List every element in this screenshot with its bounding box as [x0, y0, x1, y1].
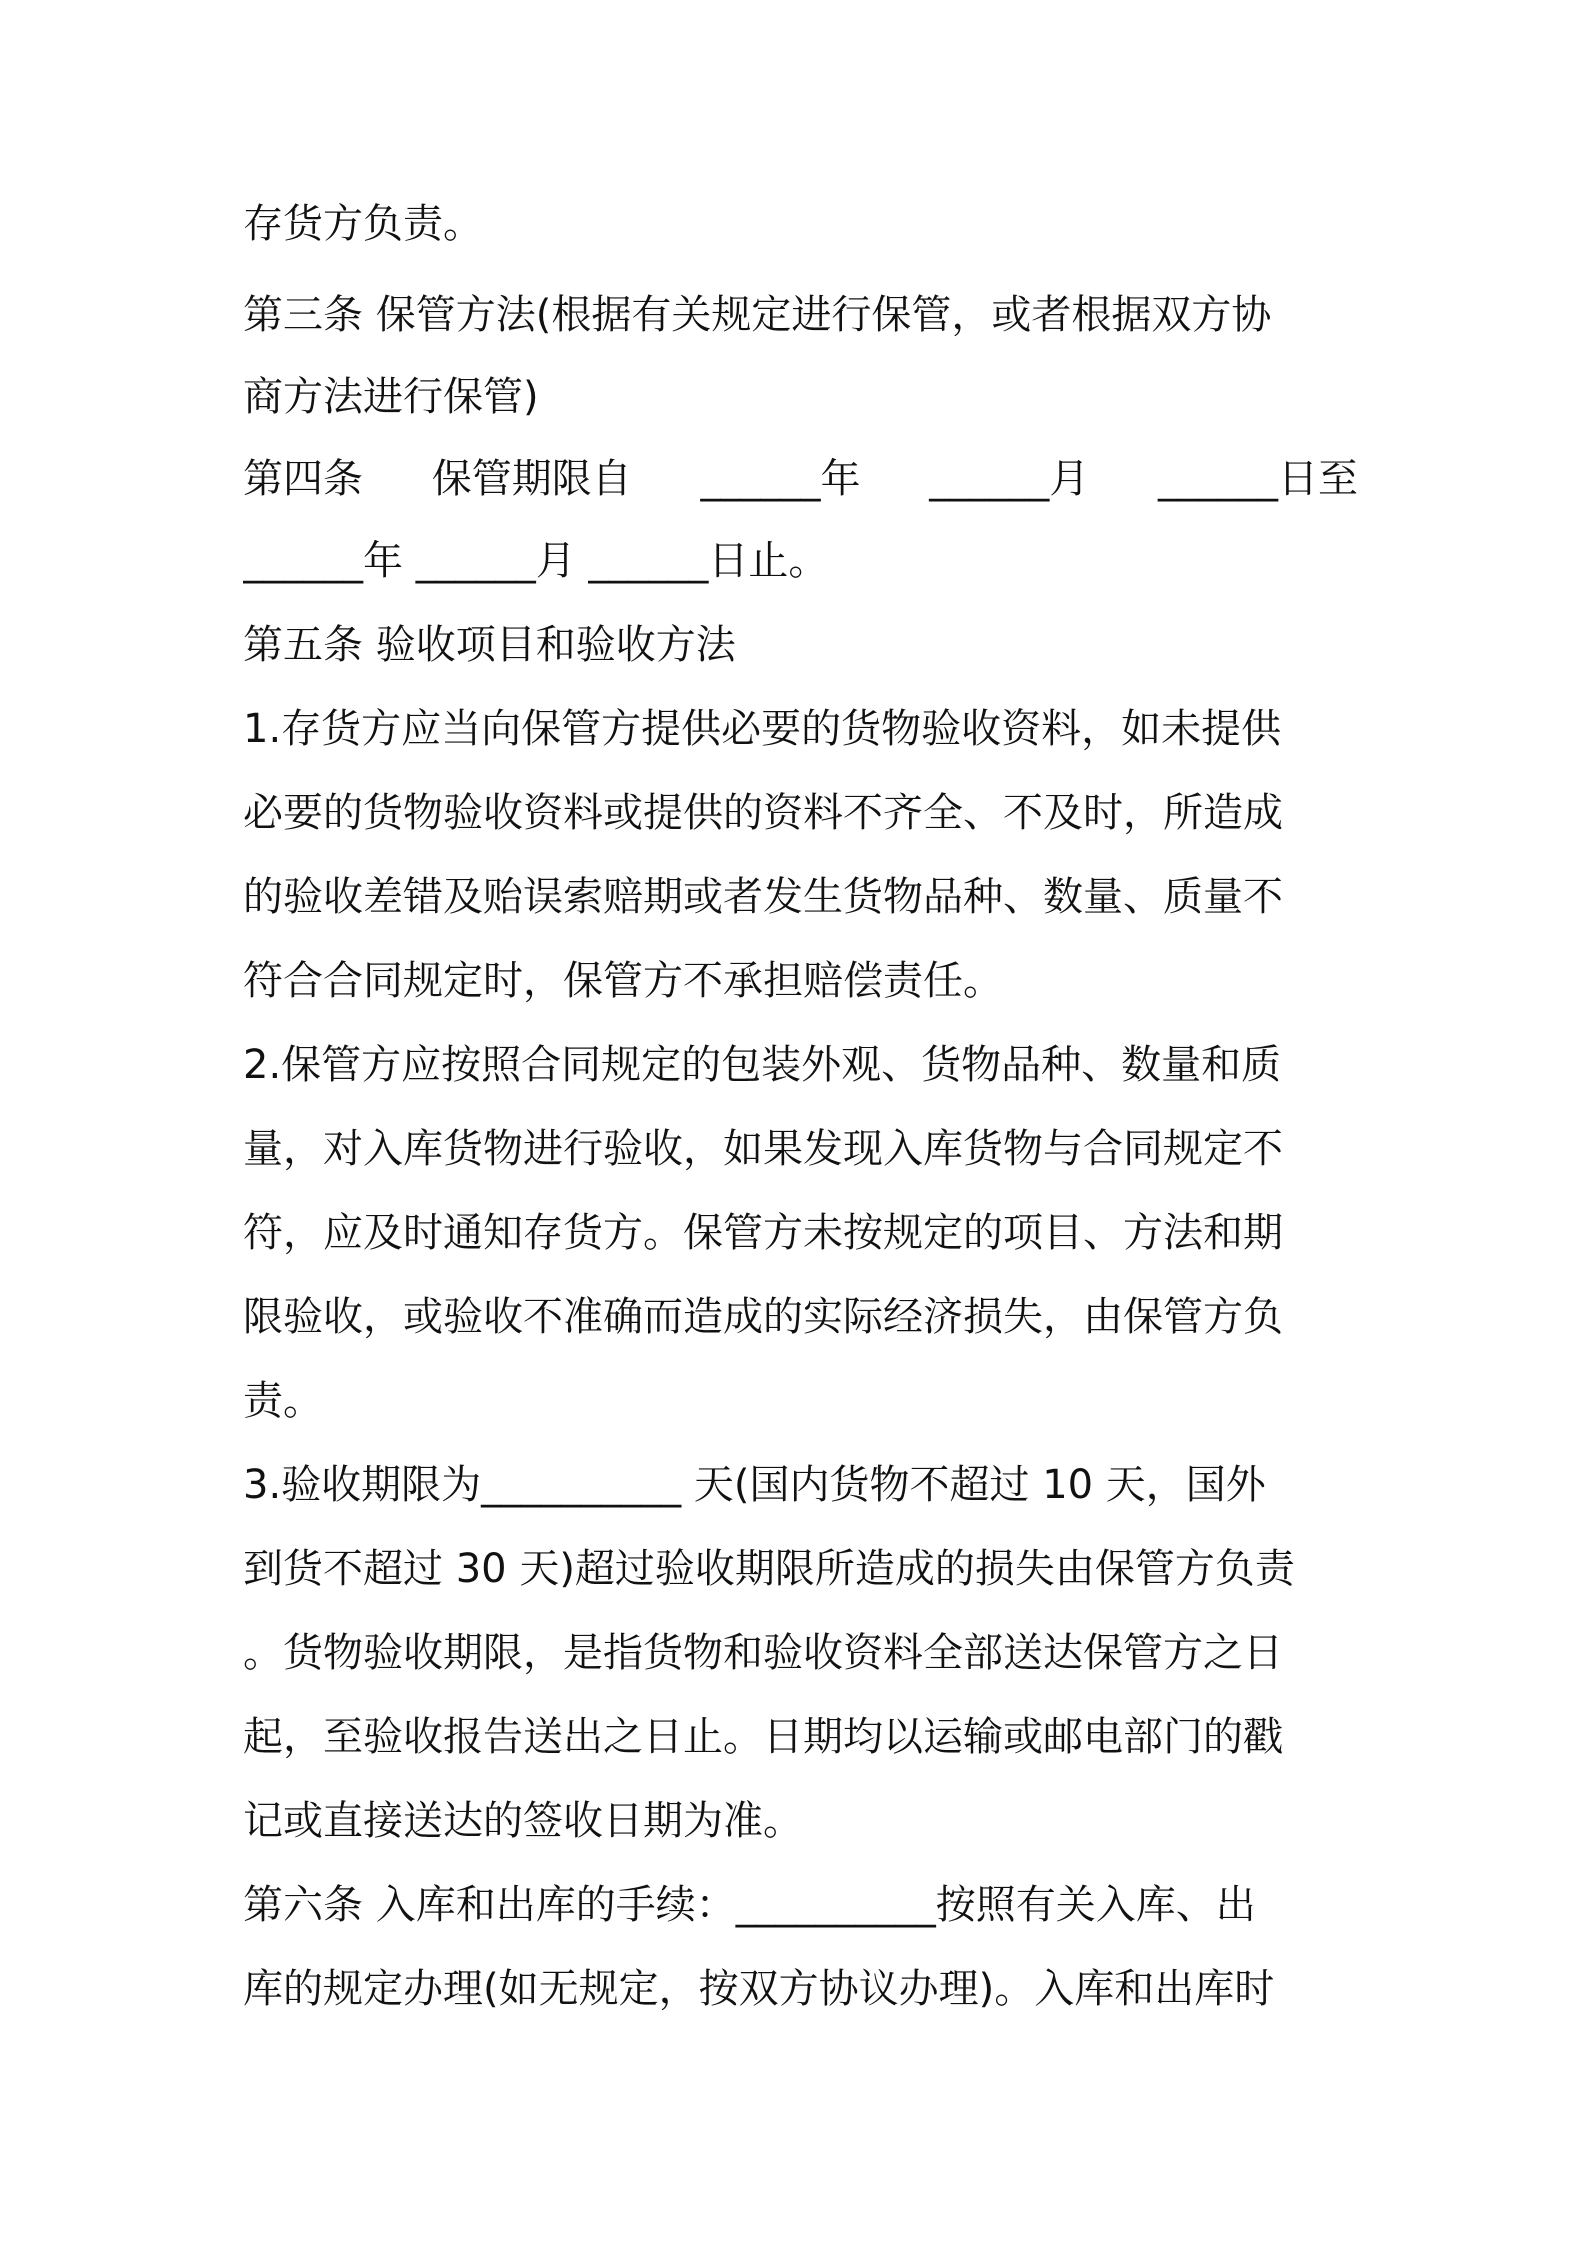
text-line: 量，对入库货物进行验收，如果发现入库货物与合同规定不: [243, 1126, 1283, 1172]
text-line: 必要的货物验收资料或提供的资料不齐全、不及时，所造成: [243, 790, 1283, 836]
article-three-heading: 第三条 保管方法(根据有关规定进行保管，或者根据双方协: [243, 292, 1272, 338]
text-line: 1.存货方应当向保管方提供必要的货物验收资料，如未提供: [243, 706, 1282, 752]
text-line: 2.保管方应按照合同规定的包装外观、货物品种、数量和质: [243, 1042, 1282, 1088]
text-line: 的验收差错及贻误索赔期或者发生货物品种、数量、质量不: [243, 874, 1283, 920]
text-line: ______年 ______月 ______日止。: [243, 538, 829, 584]
text-line: 责。: [243, 1378, 323, 1424]
text-line: 到货不超过 30 天)超过验收期限所造成的损失由保管方负责: [243, 1546, 1295, 1592]
text-line: 限验收，或验收不准确而造成的实际经济损失，由保管方负: [243, 1294, 1283, 1340]
blank-day: ______日至: [1158, 456, 1358, 502]
text-line: 库的规定办理(如无规定，按双方协议办理)。入库和出库时: [243, 1966, 1275, 2012]
text-line: 3.验收期限为__________ 天(国内货物不超过 10 天，国外: [243, 1462, 1266, 1508]
text-line: 。货物验收期限，是指货物和验收资料全部送达保管方之日: [243, 1630, 1283, 1676]
text-line: 记或直接送达的签收日期为准。: [243, 1798, 803, 1844]
article-four-heading: [243, 437, 1358, 521]
text-line: 符合合同规定时，保管方不承担赔偿责任。: [243, 958, 1003, 1004]
article-four-label: 第四条: [243, 456, 363, 502]
blank-month: ______月: [929, 456, 1090, 502]
article-six-heading: 第六条 入库和出库的手续：__________按照有关入库、出: [243, 1882, 1256, 1928]
text-line: 存货方负责。: [243, 201, 483, 247]
article-four-term: 保管期限自: [431, 456, 632, 502]
text-line: 商方法进行保管): [243, 374, 539, 420]
text-line: 起，至验收报告送出之日止。日期均以运输或邮电部门的戳: [243, 1714, 1283, 1760]
article-five-heading: 第五条 验收项目和验收方法: [243, 622, 736, 668]
text-line: 符，应及时通知存货方。保管方未按规定的项目、方法和期: [243, 1210, 1283, 1256]
blank-year: ______年: [700, 456, 861, 502]
